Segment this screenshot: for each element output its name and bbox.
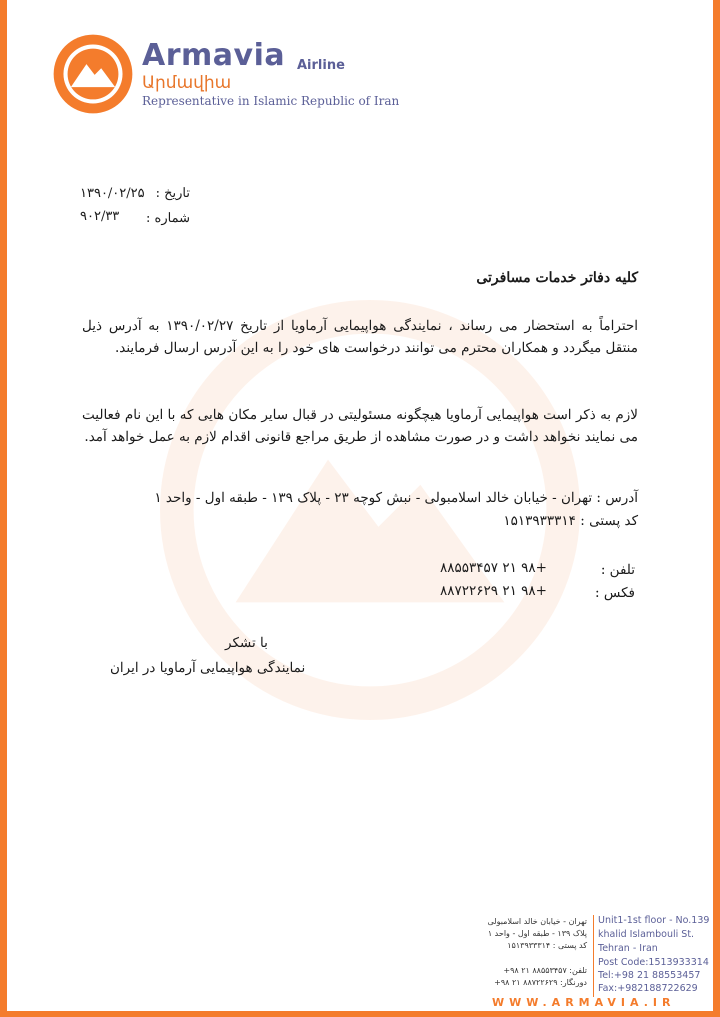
number-value: ۹۰۲/۳۳ bbox=[80, 209, 120, 224]
brand-representative: Representative in Islamic Republic of Iran bbox=[142, 94, 400, 108]
signature-line: نمایندگی هواپیمایی آرماویا در ایران bbox=[110, 660, 306, 676]
footer-fa-line: دورنگار: ۸۸۷۲۲۶۲۹ ۲۱ ۹۸+ bbox=[494, 978, 587, 987]
paragraph-disclaimer: لازم به ذکر است هواپیمایی آرماویا هیچگونه مسئولیتی در قبال سایر مکان هایی که با این نام فعالیت می نمایند نخواهد داشت و در صورت مشاهده از طریق مراجع قانونی اقدام لازم به عمل خواهد آمد. bbox=[82, 407, 638, 445]
footer-en-line: Fax:+982188722629 bbox=[598, 983, 698, 994]
brand-armenian-name: Արմավիա bbox=[142, 73, 232, 93]
left-border bbox=[0, 0, 7, 1017]
footer-fa-line: تلفن: ۸۸۵۵۳۴۵۷ ۲۱ ۹۸+ bbox=[503, 966, 587, 975]
date-value: ۱۳۹۰/۰۲/۲۵ bbox=[80, 186, 145, 201]
footer-divider bbox=[593, 915, 594, 997]
website-link[interactable]: WWW.ARMAVIA.IR bbox=[492, 996, 676, 1009]
brand-name: Armavia bbox=[142, 38, 286, 73]
address-line: آدرس : تهران - خیابان خالد اسلامبولی - نبش کوچه ۲۳ - پلاک ۱۳۹ - طبقه اول - واحد ۱ bbox=[154, 490, 638, 506]
footer-en-line: Post Code:1513933314 bbox=[598, 957, 709, 968]
number-label: شماره : bbox=[146, 211, 190, 226]
footer-fa-line: پلاک ۱۳۹ - طبقه اول - واحد ۱ bbox=[487, 929, 587, 938]
watermark-logo-icon bbox=[160, 300, 580, 720]
phone-value: +۹۸ ۲۱ ۸۸۵۵۳۴۵۷ bbox=[440, 560, 547, 576]
footer-en-line: khalid Islambouli St. bbox=[598, 929, 695, 940]
letter-subject: کلیه دفاتر خدمات مسافرتی bbox=[476, 270, 638, 286]
footer-fa-line: کد پستی : ۱۵۱۳۹۳۳۳۱۴ bbox=[507, 941, 587, 950]
right-border bbox=[713, 0, 720, 1017]
footer-en-line: Unit1-1st floor - No.139 bbox=[598, 915, 710, 926]
fax-value: +۹۸ ۲۱ ۸۸۷۲۲۶۲۹ bbox=[440, 583, 547, 599]
armavia-logo-icon bbox=[52, 33, 134, 115]
footer-en-line: Tehran - Iran bbox=[598, 943, 658, 954]
footer-en-line: Tel:+98 21 88553457 bbox=[598, 970, 701, 981]
footer-fa-line: تهران - خیابان خالد اسلامبولی bbox=[487, 917, 587, 926]
paragraph-relocation: احتراماً به استحضار می رساند ، نمایندگی هواپیمایی آرماویا از تاریخ ۱۳۹۰/۰۲/۲۷ به آدرس ذیل منتقل میگردد و همکاران محترم می توانند درخواست های خود را به این آدرس ارسال فرمایند. bbox=[82, 318, 638, 356]
brand-airline: Airline bbox=[297, 58, 345, 73]
fax-label: فکس : bbox=[595, 585, 635, 601]
bottom-border bbox=[0, 1011, 720, 1017]
date-label: تاریخ : bbox=[155, 186, 190, 201]
phone-label: تلفن : bbox=[600, 562, 635, 578]
postal-code: کد پستی : ۱۵۱۳۹۳۳۳۱۴ bbox=[503, 513, 638, 529]
closing-thanks: با تشکر bbox=[225, 635, 268, 651]
